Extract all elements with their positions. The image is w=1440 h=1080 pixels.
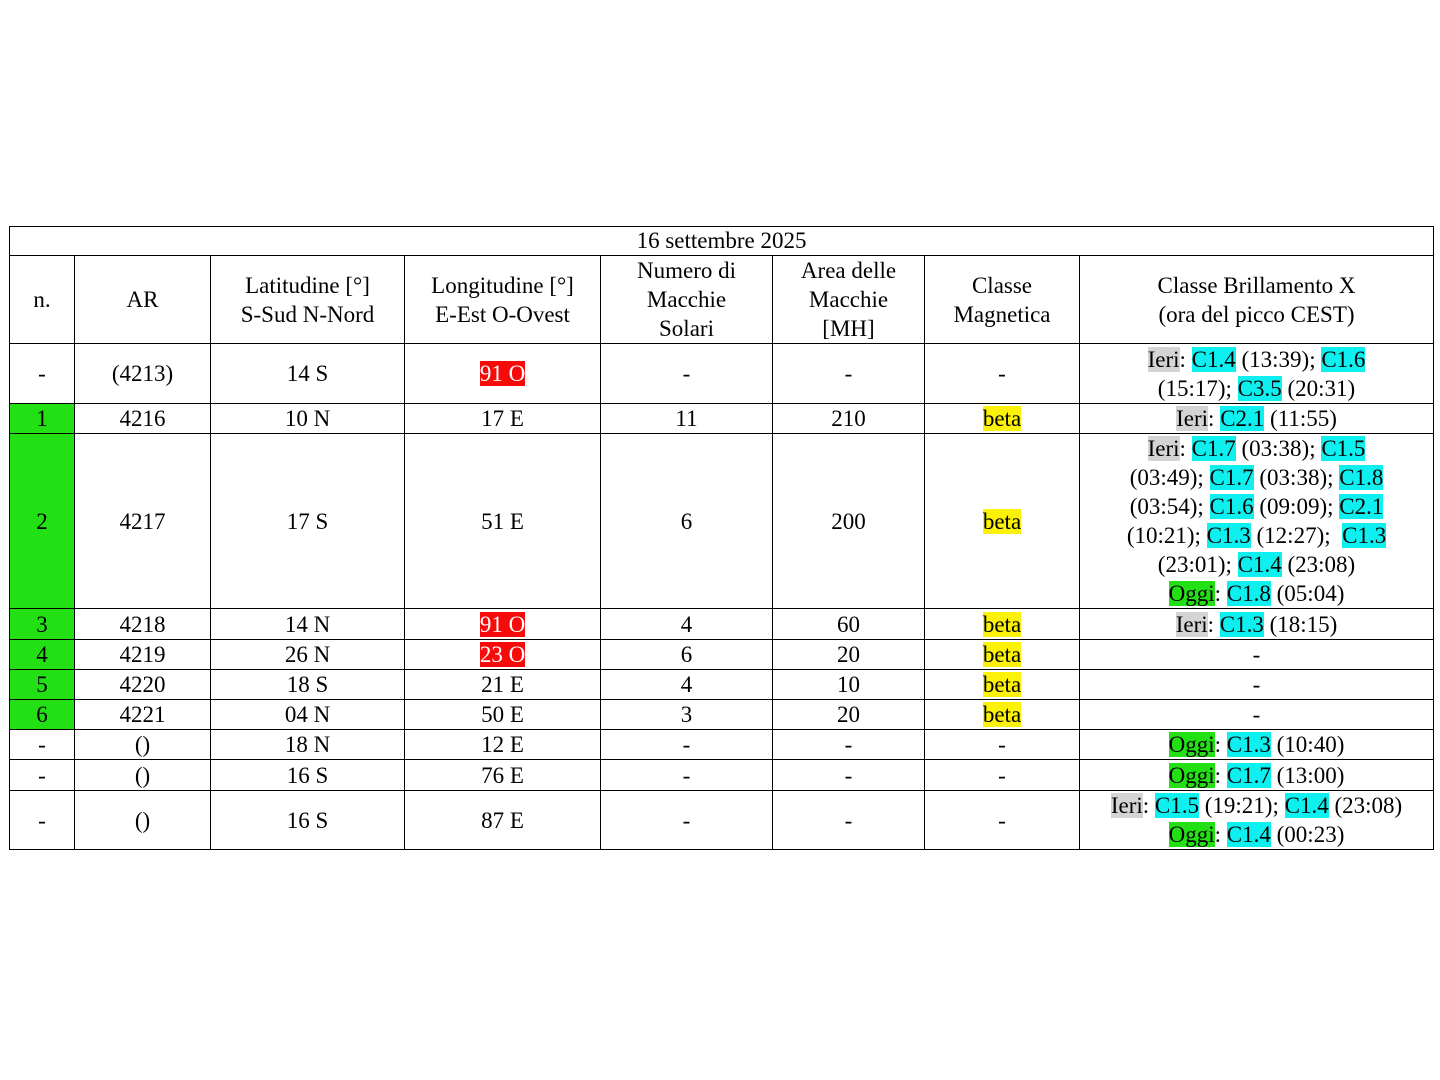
cell-n: -: [10, 730, 75, 760]
header-latitude: Latitudine [°] S-Sud N-Nord: [211, 256, 405, 344]
flare-class: C1.5: [1321, 436, 1366, 461]
cell-spots: -: [601, 791, 773, 850]
cell-latitude: 18 N: [211, 730, 405, 760]
flare-class: C1.6: [1321, 346, 1366, 372]
cell-magnetic-class: -: [925, 344, 1080, 404]
flare-class: C1.4: [1284, 793, 1329, 818]
cell-spots: 4: [601, 670, 773, 700]
header-sunspot-number: Numero di Macchie Solari: [601, 256, 773, 344]
cell-latitude: 26 N: [211, 640, 405, 670]
cell-area: -: [773, 760, 925, 791]
table-row: [10, 791, 1434, 850]
beta-highlight: beta: [982, 406, 1022, 431]
flare-time: (11:55): [1264, 406, 1337, 431]
header-flare-class: Classe Brillamento X (ora del picco CEST): [1080, 256, 1434, 344]
cell-spots: 3: [601, 700, 773, 730]
flare-class: C1.4: [1237, 552, 1282, 577]
cell-flares: -: [1080, 670, 1434, 700]
cell-ar: 4221: [75, 700, 211, 730]
header-magnetic-class: Classe Magnetica: [925, 256, 1080, 344]
cell-spots: 6: [601, 434, 773, 609]
cell-latitude: 16 S: [211, 791, 405, 850]
cell-flares: -: [1080, 700, 1434, 730]
cell-latitude: 04 N: [211, 700, 405, 730]
beta-highlight: beta: [982, 702, 1022, 727]
flare-time: (15:17);: [1157, 375, 1238, 401]
flare-class: C1.7: [1191, 436, 1236, 461]
cell-ar: (): [75, 760, 211, 791]
cell-ar: 4219: [75, 640, 211, 670]
cell-flares: Ieri: C1.4 (13:39); C1.6 (15:17); C3.5 (20:31): [1080, 344, 1434, 404]
flare-time: (12:27);: [1250, 523, 1343, 548]
flare-class: C1.6: [1209, 494, 1254, 519]
table-row: [10, 700, 1434, 730]
cell-longitude: 87 E: [405, 791, 601, 850]
flare-time: (03:38);: [1235, 436, 1322, 461]
cell-area: 200: [773, 434, 925, 609]
longitude-highlight: 23 O: [479, 642, 526, 667]
cell-n: 3: [10, 609, 75, 640]
cell-longitude: 12 E: [405, 730, 601, 760]
flare-class: C1.3: [1342, 523, 1387, 548]
longitude-highlight: 91 O: [479, 611, 526, 637]
flare-time: (18:15): [1263, 611, 1338, 637]
longitude-highlight: 91 O: [479, 361, 526, 386]
cell-ar: (4213): [75, 344, 211, 404]
cell-ar: 4217: [75, 434, 211, 609]
cell-longitude: 21 E: [405, 670, 601, 700]
cell-flares: Ieri: C1.7 (03:38); C1.5 (03:49); C1.7 (03:38); C1.8 (03:54); C1.6 (09:09); C2.1 (10:21); C1.3 (12:27); C1.3 (23:01); C1.4 (23:08) Oggi: C1.8 (05:04): [1080, 434, 1434, 609]
cell-ar: (): [75, 730, 211, 760]
cell-spots: 11: [601, 404, 773, 434]
cell-flares: Ieri: C1.3 (18:15): [1080, 609, 1434, 640]
cell-n: 4: [10, 640, 75, 670]
flare-time: (13:39);: [1235, 346, 1322, 372]
report-date-title: 16 settembre 2025: [10, 227, 1434, 256]
cell-flares: Oggi: C1.3 (10:40): [1080, 730, 1434, 760]
flare-time: (00:23): [1270, 822, 1345, 847]
flare-class: C1.4: [1226, 822, 1271, 847]
flare-time: (19:21);: [1199, 793, 1285, 818]
flare-time: (03:49);: [1129, 465, 1210, 490]
cell-longitude: [405, 344, 601, 404]
cell-longitude: 17 E: [405, 404, 601, 434]
cell-n: 5: [10, 670, 75, 700]
cell-n: 6: [10, 700, 75, 730]
flare-class: C1.4: [1191, 346, 1236, 372]
cell-ar: 4216: [75, 404, 211, 434]
cell-n: 2: [10, 434, 75, 609]
beta-highlight: beta: [982, 672, 1022, 697]
cell-n: -: [10, 791, 75, 850]
flare-time: (23:08): [1281, 552, 1356, 577]
cell-longitude: [405, 609, 601, 640]
flare-class: C1.8: [1226, 581, 1271, 606]
cell-magnetic-class: [925, 670, 1080, 700]
flare-class: C3.5: [1237, 375, 1282, 401]
cell-longitude: [405, 640, 601, 670]
flare-class: C1.7: [1226, 762, 1271, 788]
flare-class: C1.5: [1154, 793, 1199, 818]
cell-area: 20: [773, 700, 925, 730]
table-row: [10, 344, 1434, 404]
cell-latitude: 10 N: [211, 404, 405, 434]
flare-class: C1.3: [1219, 611, 1264, 637]
cell-area: 210: [773, 404, 925, 434]
cell-spots: -: [601, 730, 773, 760]
cell-latitude: 17 S: [211, 434, 405, 609]
flare-class: C1.3: [1226, 732, 1271, 757]
flare-time: (23:01);: [1157, 552, 1238, 577]
flare-time: (20:31): [1281, 375, 1356, 401]
cell-area: -: [773, 730, 925, 760]
flare-time: (03:38);: [1253, 465, 1340, 490]
oggi-label: Oggi: [1168, 732, 1215, 757]
beta-highlight: beta: [982, 611, 1022, 637]
cell-spots: -: [601, 760, 773, 791]
flare-time: (10:40): [1270, 732, 1345, 757]
cell-area: 20: [773, 640, 925, 670]
cell-latitude: 18 S: [211, 670, 405, 700]
cell-flares: Ieri: C2.1 (11:55): [1080, 404, 1434, 434]
cell-flares: Ieri: C1.5 (19:21); C1.4 (23:08) Oggi: C1.4 (00:23): [1080, 791, 1434, 850]
ieri-label: Ieri: [1175, 611, 1208, 637]
flare-time: (10:21);: [1126, 523, 1207, 548]
flare-time: (05:04): [1270, 581, 1345, 606]
header-longitude: Longitudine [°] E-Est O-Ovest: [405, 256, 601, 344]
cell-magnetic-class: [925, 609, 1080, 640]
cell-area: 10: [773, 670, 925, 700]
table-row: [10, 640, 1434, 670]
ieri-label: Ieri: [1110, 793, 1143, 818]
beta-highlight: beta: [982, 642, 1022, 667]
table-row: [10, 730, 1434, 760]
cell-magnetic-class: [925, 640, 1080, 670]
header-ar: AR: [75, 256, 211, 344]
cell-longitude: 76 E: [405, 760, 601, 791]
cell-ar: (): [75, 791, 211, 850]
flare-class: C1.3: [1206, 523, 1251, 548]
sunspot-report-table: [9, 226, 1434, 850]
ieri-label: Ieri: [1147, 436, 1180, 461]
cell-n: -: [10, 344, 75, 404]
table-row: [10, 404, 1434, 434]
cell-n: 1: [10, 404, 75, 434]
flare-time: (03:54);: [1129, 494, 1210, 519]
cell-magnetic-class: [925, 700, 1080, 730]
cell-longitude: 51 E: [405, 434, 601, 609]
cell-magnetic-class: [925, 434, 1080, 609]
cell-ar: 4218: [75, 609, 211, 640]
table-row: [10, 670, 1434, 700]
cell-flares: Oggi: C1.7 (13:00): [1080, 760, 1434, 791]
cell-spots: -: [601, 344, 773, 404]
flare-time: (13:00): [1270, 762, 1345, 788]
cell-latitude: 14 S: [211, 344, 405, 404]
beta-highlight: beta: [982, 508, 1022, 534]
oggi-label: Oggi: [1168, 822, 1215, 847]
cell-spots: 6: [601, 640, 773, 670]
header-sunspot-area: Area delle Macchie [MH]: [773, 256, 925, 344]
table-row: [10, 760, 1434, 791]
cell-magnetic-class: -: [925, 730, 1080, 760]
flare-class: C2.1: [1220, 406, 1265, 431]
cell-magnetic-class: -: [925, 760, 1080, 791]
oggi-label: Oggi: [1168, 581, 1215, 606]
ieri-label: Ieri: [1147, 346, 1180, 372]
oggi-label: Oggi: [1168, 762, 1215, 788]
flare-time: (09:09);: [1253, 494, 1340, 519]
cell-magnetic-class: -: [925, 791, 1080, 850]
flare-class: C2.1: [1339, 494, 1384, 519]
cell-latitude: 16 S: [211, 760, 405, 791]
flare-class: C1.8: [1339, 465, 1384, 490]
cell-area: -: [773, 344, 925, 404]
cell-longitude: 50 E: [405, 700, 601, 730]
cell-n: -: [10, 760, 75, 791]
ieri-label: Ieri: [1176, 406, 1209, 431]
flare-class: C1.7: [1209, 465, 1254, 490]
cell-spots: 4: [601, 609, 773, 640]
cell-ar: 4220: [75, 670, 211, 700]
cell-magnetic-class: [925, 404, 1080, 434]
flare-time: (23:08): [1328, 793, 1403, 818]
cell-area: -: [773, 791, 925, 850]
cell-area: 60: [773, 609, 925, 640]
cell-flares: -: [1080, 640, 1434, 670]
header-row: [10, 256, 1434, 344]
cell-latitude: 14 N: [211, 609, 405, 640]
table-row: [10, 609, 1434, 640]
header-n: n.: [10, 256, 75, 344]
table-row: [10, 434, 1434, 609]
